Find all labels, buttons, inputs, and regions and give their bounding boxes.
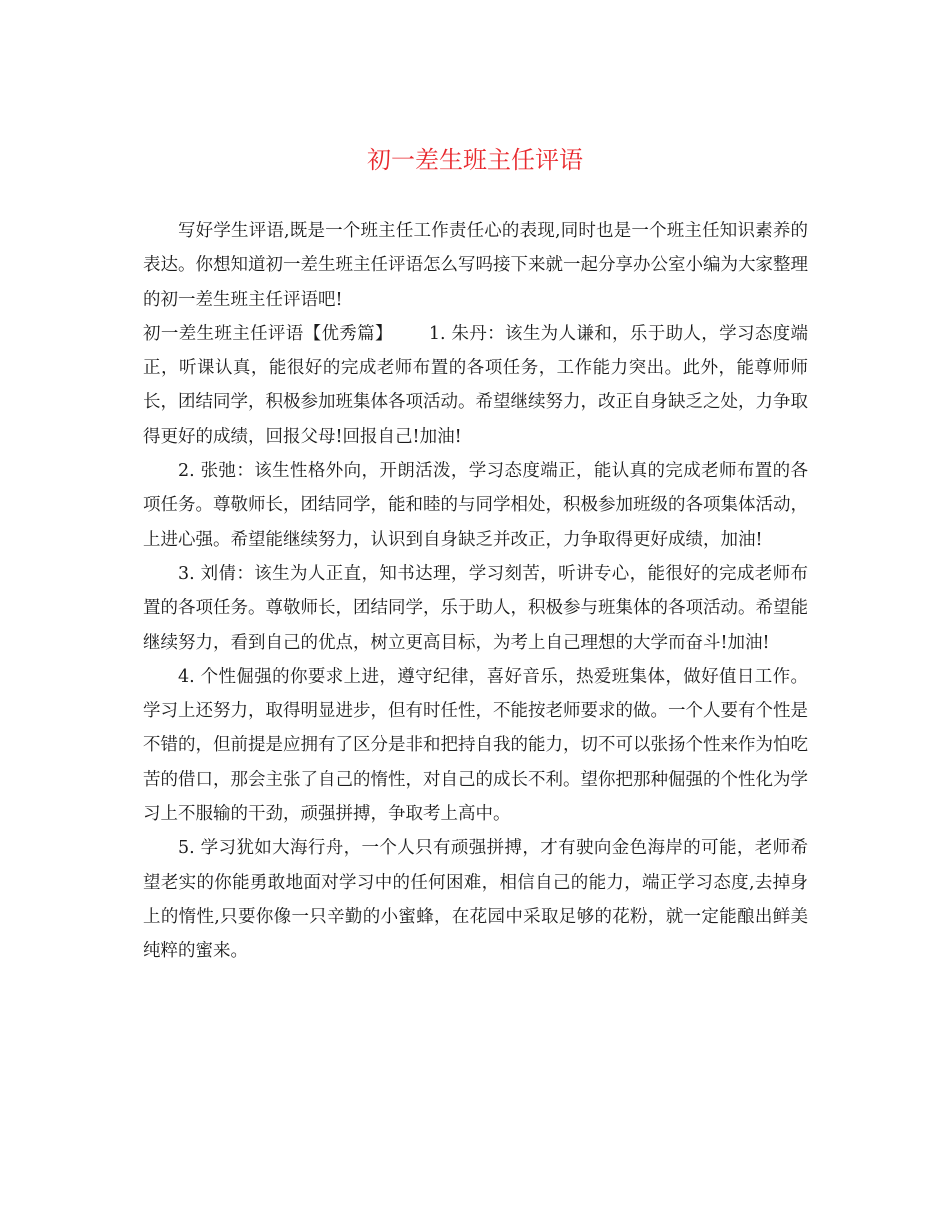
comment-4: 4. 个性倔强的你要求上进，遵守纪律，喜好音乐，热爱班集体，做好值日工作。学习上还努力，取得明显进步，但有时任性，不能按老师要求的做。一个人要有个性是不错的，但前提是应拥有了区分是非和把持自我的能力，切不可以张扬个性来作为怕吃苦的借口，那会主张了自己的惰性，对自己的成长不利。望你把那种倔强的个性化为学习上不服输的干劲，顽强拼搏，争取考上高中。	[143, 666, 808, 825]
comment-3: 3. 刘倩：该生为人正直，知书达理，学习刻苦，听讲专心，能很好的完成老师布置的各项任务。尊敬师长，团结同学，乐于助人，积极参与班集体的各项活动。希望能继续努力，看到自己的优点，树立更高目标，为考上自己理想的大学而奋斗!加油!	[143, 563, 808, 653]
document-body	[143, 214, 808, 969]
comment-5: 5. 学习犹如大海行舟，一个人只有顽强拼搏，才有驶向金色海岸的可能，老师希望老实的你能勇敢地面对学习中的任何困难，相信自己的能力，端正学习态度,去掉身上的惰性,只要你像一只辛勤的小蜜蜂，在花园中采取足够的花粉，就一定能酿出鲜美纯粹的蜜来。	[143, 838, 808, 962]
comment-1: 1. 朱丹：该生为人谦和，乐于助人，学习态度端正，听课认真，能很好的完成老师布置的各项任务，工作能力突出。此外，能尊师师长，团结同学，积极参加班集体各项活动。希望继续努力，改正自身缺乏之处，力争取得更好的成绩，回报父母!回报自己!加油!	[143, 323, 809, 447]
section-paragraph	[143, 317, 808, 454]
comment-2: 2. 张弛：该生性格外向，开朗活泼，学习态度端正，能认真的完成老师布置的各项任务。尊敬师长，团结同学，能和睦的与同学相处，积极参加班级的各项集体活动，上进心强。希望能继续努力，认识到自身缺乏并改正，力争取得更好成绩，加油!	[143, 461, 808, 550]
intro-paragraph: 写好学生评语,既是一个班主任工作责任心的表现,同时也是一个班主任知识素养的表达。你想知道初一差生班主任评语怎么写吗接下来就一起分享办公室小编为大家整理的初一差生班主任评语吧!	[143, 221, 808, 310]
document-title: 初一差生班主任评语	[367, 146, 583, 174]
section-heading: 初一差生班主任评语【优秀篇】	[143, 323, 393, 344]
